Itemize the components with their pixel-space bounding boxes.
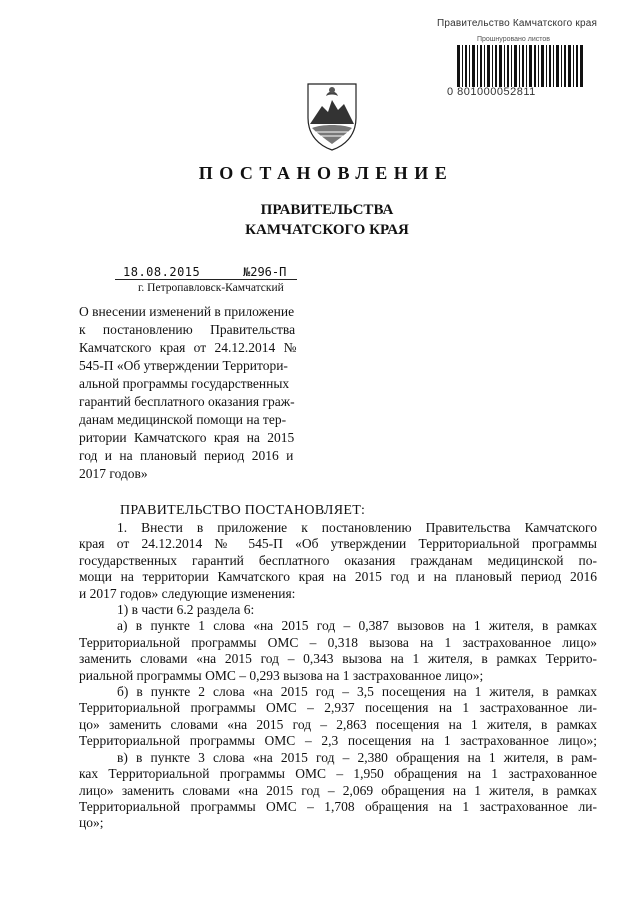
- document-type-title: ПОСТАНОВЛЕНИЕ: [198, 163, 454, 183]
- decree-phrase: ПРАВИТЕЛЬСТВО ПОСТАНОВЛЯЕТ:: [120, 503, 366, 518]
- body-line: и 2017 годов» следующие изменения:: [79, 585, 296, 601]
- authority-line-2: КАМЧАТСКОГО КРАЯ: [245, 222, 409, 238]
- stamp-subtitle: Прошнуровано листов: [477, 36, 550, 43]
- subject-line: данам медицинской помощи на тер-: [79, 412, 287, 427]
- subject-line: год и на плановый период 2016 и: [79, 448, 294, 463]
- subject-line: ритории Камчатского края на 2015: [79, 430, 295, 445]
- subject-line: 545-П «Об утверждении Территори-: [79, 358, 288, 373]
- body-line: цо» заменить словами «на 2015 год – 2,863 посещения на 1 жителя, в рамках: [79, 716, 597, 732]
- coat-of-arms-emblem: [302, 78, 362, 152]
- stamp-title: Правительство Камчатского края: [437, 18, 598, 29]
- paragraph-4: [79, 684, 597, 750]
- document-body: [79, 520, 597, 832]
- body-line: государственных гарантий бесплатного оказания гражданам медицинской по-: [79, 552, 597, 568]
- body-line: 1) в части 6.2 раздела 6:: [117, 602, 255, 618]
- paragraph-3: [79, 618, 597, 684]
- document-city: г. Петропавловск-Камчатский: [138, 282, 284, 294]
- subject-line: 2017 годов»: [79, 466, 148, 481]
- body-line: Территориальной программы ОМС – 2,3 посещения на 1 застрахованное лицо»;: [79, 733, 597, 749]
- body-line: Территориальной программы ОМС – 0,318 вызова на 1 застрахованное лицо»: [79, 634, 597, 650]
- subject-line: к постановлению Правительства: [79, 322, 296, 337]
- barcode-number: 0 801000052811: [447, 86, 536, 98]
- body-line: лицо» заменить словами «на 2015 год – 2,069 обращения на 1 жителя, в рамках: [79, 782, 597, 798]
- paragraph-1: [79, 520, 597, 602]
- subject-line: Камчатского края от 24.12.2014 №: [79, 340, 297, 355]
- paragraph-5: [79, 750, 597, 832]
- authority-line-1: ПРАВИТЕЛЬСТВА: [260, 202, 394, 218]
- body-line: цо»;: [79, 815, 104, 831]
- subject-line: О внесении изменений в приложение: [79, 304, 295, 319]
- body-line: края от 24.12.2014 № 545-П «Об утверждении Территориальной программы: [79, 536, 597, 552]
- body-line: б) в пункте 2 слова «на 2015 год – 3,5 посещения на 1 жителя, в рамках: [117, 684, 597, 700]
- body-line: риальной программы ОМС – 0,293 вызова на 1 застрахованное лицо»;: [79, 667, 484, 683]
- body-line: ках Территориальной программы ОМС – 1,950 обращения на 1 застрахованное: [79, 766, 597, 782]
- body-line: Территориальной программы ОМС – 2,937 посещения на 1 застрахованное ли-: [79, 700, 597, 716]
- subject-line: альной программы государственных: [79, 376, 290, 391]
- body-line: мощи на территории Камчатского края на 2015 год и на плановый период 2016: [79, 569, 597, 585]
- body-line: в) в пункте 3 слова «на 2015 год – 2,380 обращения на 1 жителя, в рам-: [117, 749, 597, 765]
- document-number: №296-П: [243, 265, 287, 279]
- subject-block: [79, 303, 328, 483]
- paragraph-2: [79, 602, 597, 618]
- document-date: 18.08.2015: [123, 265, 201, 279]
- subject-line: гарантий бесплатного оказания граж-: [79, 394, 295, 409]
- barcode: [455, 45, 585, 87]
- body-line: заменить словами «на 2015 год – 0,343 вызова на 1 жителя, в рамках Террито-: [79, 651, 597, 667]
- body-line: Территориальной программы ОМС – 1,708 обращения на 1 застрахованное ли-: [79, 798, 597, 814]
- body-line: 1. Внести в приложение к постановлению Правительства Камчатского: [117, 520, 597, 535]
- body-line: а) в пункте 1 слова «на 2015 год – 0,387 вызовов на 1 жителя, в рамках: [117, 618, 597, 634]
- issuing-authority: [0, 200, 640, 240]
